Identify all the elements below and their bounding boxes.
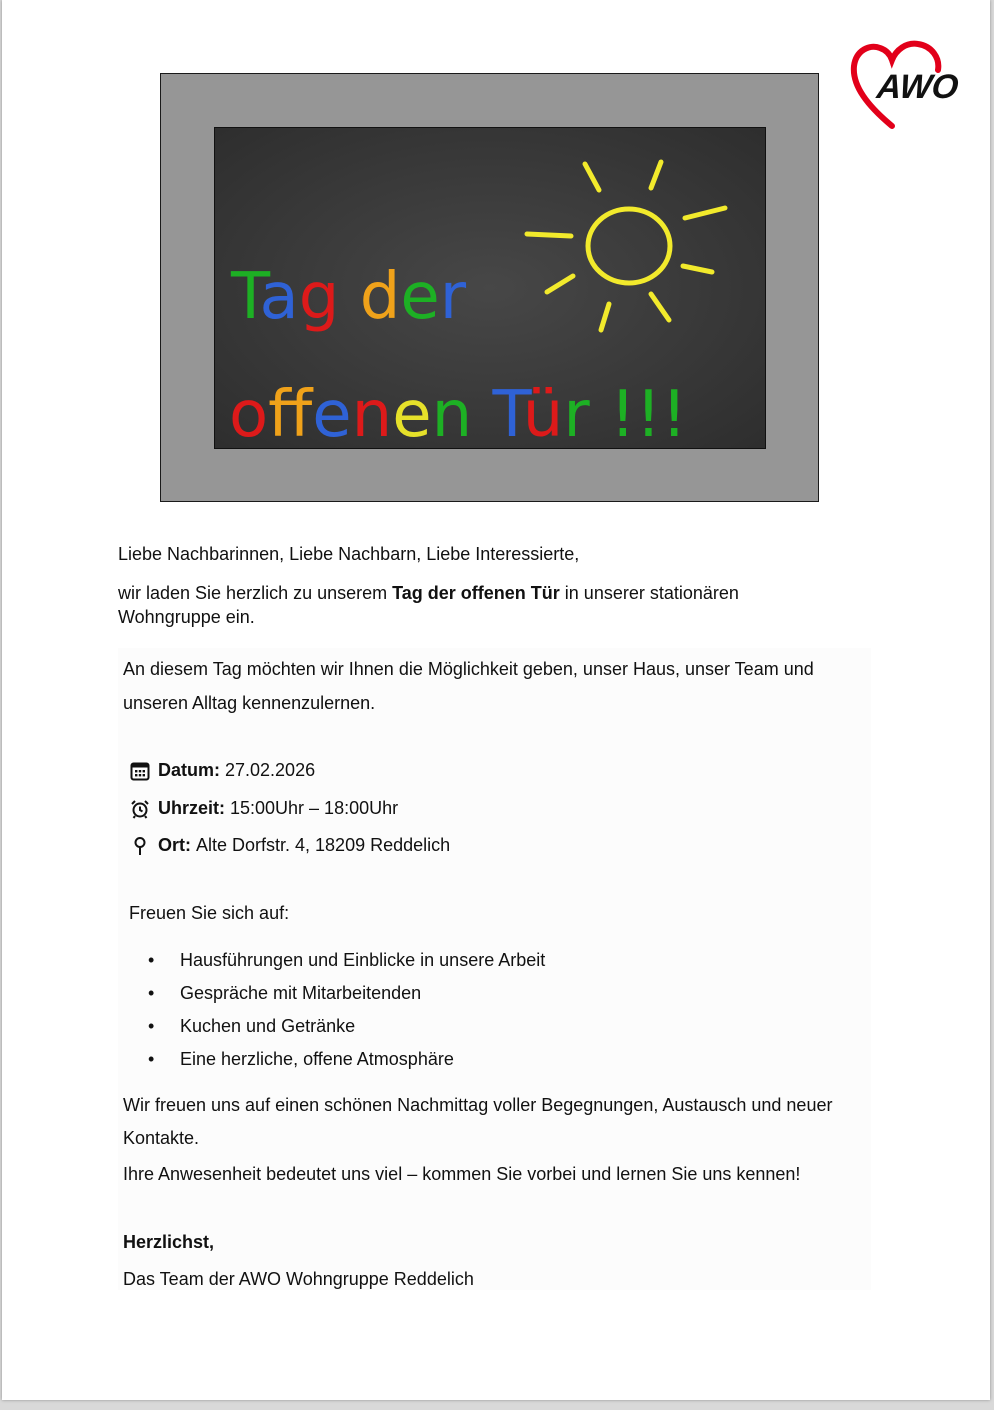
intro-text-bold: Tag der offenen Tür: [392, 583, 560, 603]
banner-frame: [160, 73, 819, 502]
logo-text: AWO: [875, 68, 961, 106]
list-item: • Eine herzliche, offene Atmosphäre: [148, 1047, 545, 1080]
banner-letter: o: [229, 378, 269, 448]
list-item: • Hausführungen und Einblicke in unsere Arbeit: [148, 948, 545, 981]
time-value: 15:00Uhr – 18:00Uhr: [230, 798, 399, 818]
closing-paragraph-1: Wir freuen uns auf einen schönen Nachmittag voller Begegnungen, Austausch und neuer Kontakte.: [123, 1095, 833, 1148]
banner-letter: e: [400, 260, 440, 334]
banner-letter: e: [392, 378, 432, 448]
banner-letter: r: [439, 260, 466, 334]
banner-letter: a: [259, 260, 299, 334]
banner-letter: ü: [522, 378, 564, 448]
banner-letter: [590, 378, 610, 448]
closing-paragraph-2: Ihre Anwesenheit bedeutet uns viel – kommen Sie vorbei und lernen Sie uns kennen!: [123, 1164, 801, 1184]
banner-letter: g: [298, 260, 340, 334]
banner-letter: [339, 260, 359, 334]
list-item: • Gespräche mit Mitarbeitenden: [148, 981, 545, 1014]
highlights-title: Freuen Sie sich auf:: [129, 903, 290, 923]
intro-paragraph: An diesem Tag möchten wir Ihnen die Möglichkeit geben, unser Haus, unser Team und unseren Alltag kennenzulernen.: [123, 659, 814, 713]
banner-letter: T: [492, 378, 523, 448]
place-row: [130, 835, 450, 856]
date-label: Datum:: [158, 760, 220, 780]
banner-letter: n: [431, 378, 473, 448]
banner-letter: !: [661, 378, 687, 448]
banner-letter: e: [312, 378, 352, 448]
chalkboard-art: [215, 128, 765, 448]
place-value: Alte Dorfstr. 4, 18209 Reddelich: [196, 835, 451, 855]
list-item: • Kuchen und Getränke: [148, 1014, 545, 1047]
banner-line-1: [230, 260, 467, 334]
sun-ray: [527, 234, 571, 236]
alarm-clock-icon: [130, 799, 150, 819]
banner-letter: d: [359, 260, 401, 334]
intro-text: [118, 581, 838, 629]
highlights-list: [148, 948, 545, 1080]
greeting-text: Liebe Nachbarinnen, Liebe Nachbarn, Liebe Interessierte,: [118, 544, 580, 564]
chalkboard: [214, 127, 766, 449]
time-row: [130, 798, 398, 819]
time-label: Uhrzeit:: [158, 798, 225, 818]
awo-logo: [848, 40, 964, 132]
banner-letter: !: [610, 378, 636, 448]
signature-text: Das Team der AWO Wohngruppe Reddelich: [123, 1269, 474, 1289]
banner-letter: r: [563, 378, 590, 448]
date-row: [130, 760, 315, 781]
calendar-icon: [130, 761, 150, 781]
banner-letter: T: [231, 260, 260, 334]
banner-letter: f: [268, 378, 313, 448]
banner-line-2: [229, 378, 687, 448]
banner-letter: n: [351, 378, 393, 448]
intro-text-start: wir laden Sie herzlich zu unserem: [118, 583, 393, 603]
place-label: Ort:: [158, 835, 191, 855]
regards-text: Herzlichst,: [123, 1232, 215, 1252]
document-page: [2, 0, 990, 1400]
intro-text-end: in unserer stationären Wohngruppe ein.: [118, 583, 739, 627]
banner-letter: !: [635, 378, 662, 448]
location-pin-icon: [130, 836, 150, 856]
banner-letter: [472, 378, 492, 448]
date-value: 27.02.2026: [225, 760, 316, 780]
